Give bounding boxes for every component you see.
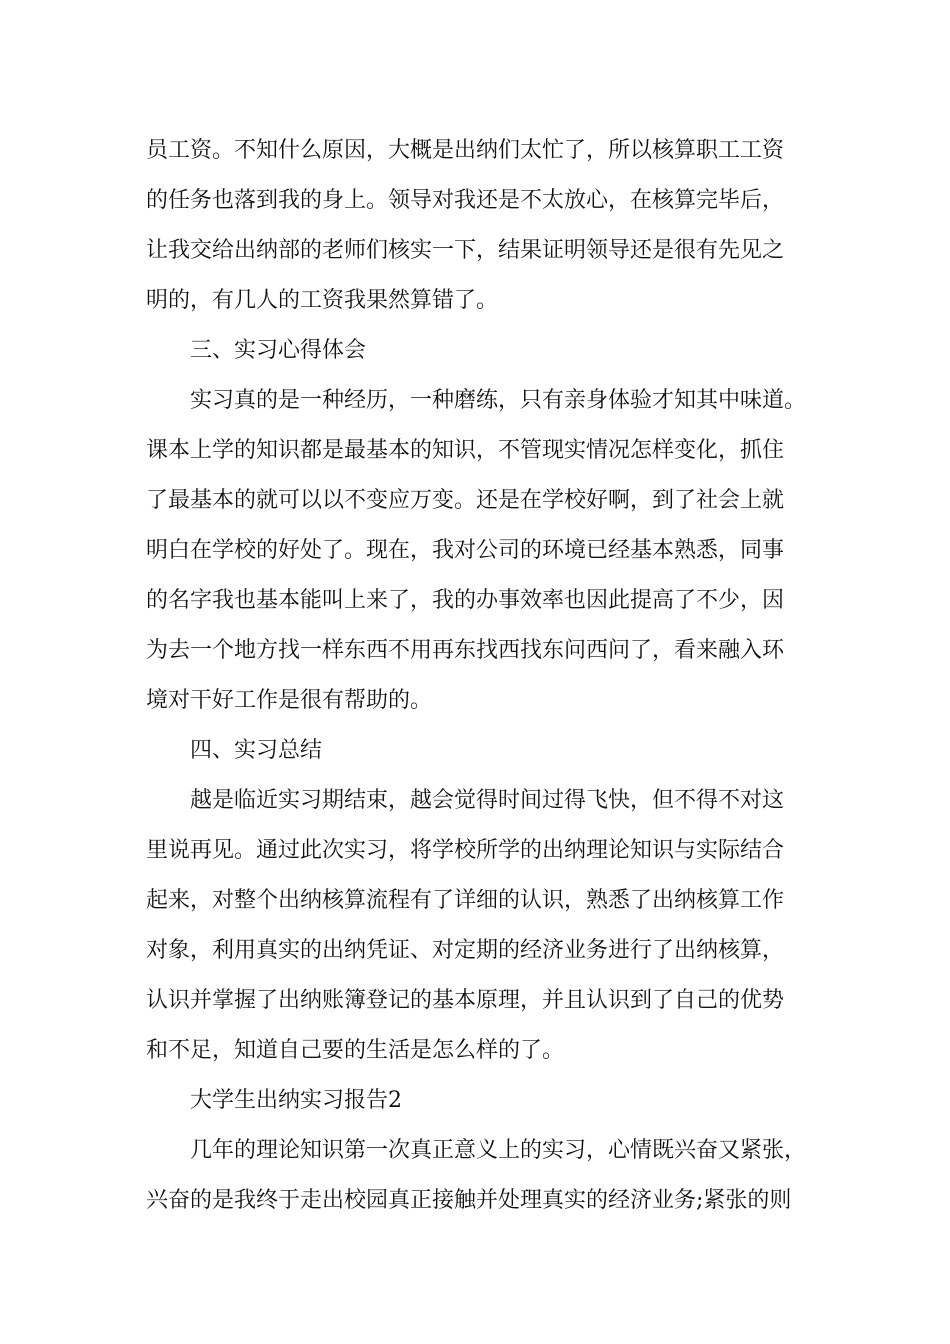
body-text-line: 明白在学校的好处了。现在，我对公司的环境已经基本熟悉，同事 bbox=[146, 538, 785, 563]
body-text-line: 的名字我也基本能叫上来了，我的办事效率也因此提高了不少，因 bbox=[146, 588, 785, 613]
body-text-line: 里说再见。通过此次实习，将学校所学的出纳理论知识与实际结合 bbox=[146, 838, 785, 863]
section-heading: 三、实习心得体会 bbox=[190, 338, 367, 363]
body-text-line: 了最基本的就可以以不变应万变。还是在学校好啊，到了社会上就 bbox=[146, 488, 785, 513]
body-text-line: 员工资。不知什么原因，大概是出纳们太忙了，所以核算职工工资 bbox=[146, 138, 785, 163]
paragraph-first-line: 实习真的是一种经历，一种磨练，只有亲身体验才知其中味道。 bbox=[190, 388, 807, 413]
body-text-line: 的任务也落到我的身上。领导对我还是不太放心，在核算完毕后， bbox=[146, 188, 785, 213]
section-heading: 四、实习总结 bbox=[190, 738, 323, 763]
body-text-line: 让我交给出纳部的老师们核实一下，结果证明领导还是很有先见之 bbox=[146, 238, 785, 263]
body-text-line: 境对干好工作是很有帮助的。 bbox=[146, 688, 433, 713]
body-text-line: 为去一个地方找一样东西不用再东找西找东问西问了，看来融入环 bbox=[146, 638, 785, 663]
body-text-line: 认识并掌握了出纳账簿登记的基本原理，并且认识到了自己的优势 bbox=[146, 988, 785, 1013]
section-heading: 大学生出纳实习报告2 bbox=[190, 1088, 402, 1113]
paragraph-first-line: 几年的理论知识第一次真正意义上的实习，心情既兴奋又紧张， bbox=[190, 1138, 807, 1163]
body-text-line: 课本上学的知识都是最基本的知识，不管现实情况怎样变化，抓住 bbox=[146, 438, 785, 463]
body-text-line: 对象，利用真实的出纳凭证、对定期的经济业务进行了出纳核算， bbox=[146, 938, 785, 963]
body-text-line: 和不足，知道自己要的生活是怎么样的了。 bbox=[146, 1038, 565, 1063]
body-text-line: 兴奋的是我终于走出校园真正接触并处理真实的经济业务;紧张的则 bbox=[146, 1188, 792, 1213]
body-text-line: 明的，有几人的工资我果然算错了。 bbox=[146, 288, 499, 313]
body-text-line: 起来，对整个出纳核算流程有了详细的认识，熟悉了出纳核算工作 bbox=[146, 888, 785, 913]
paragraph-first-line: 越是临近实习期结束，越会觉得时间过得飞快，但不得不对这 bbox=[190, 788, 785, 813]
